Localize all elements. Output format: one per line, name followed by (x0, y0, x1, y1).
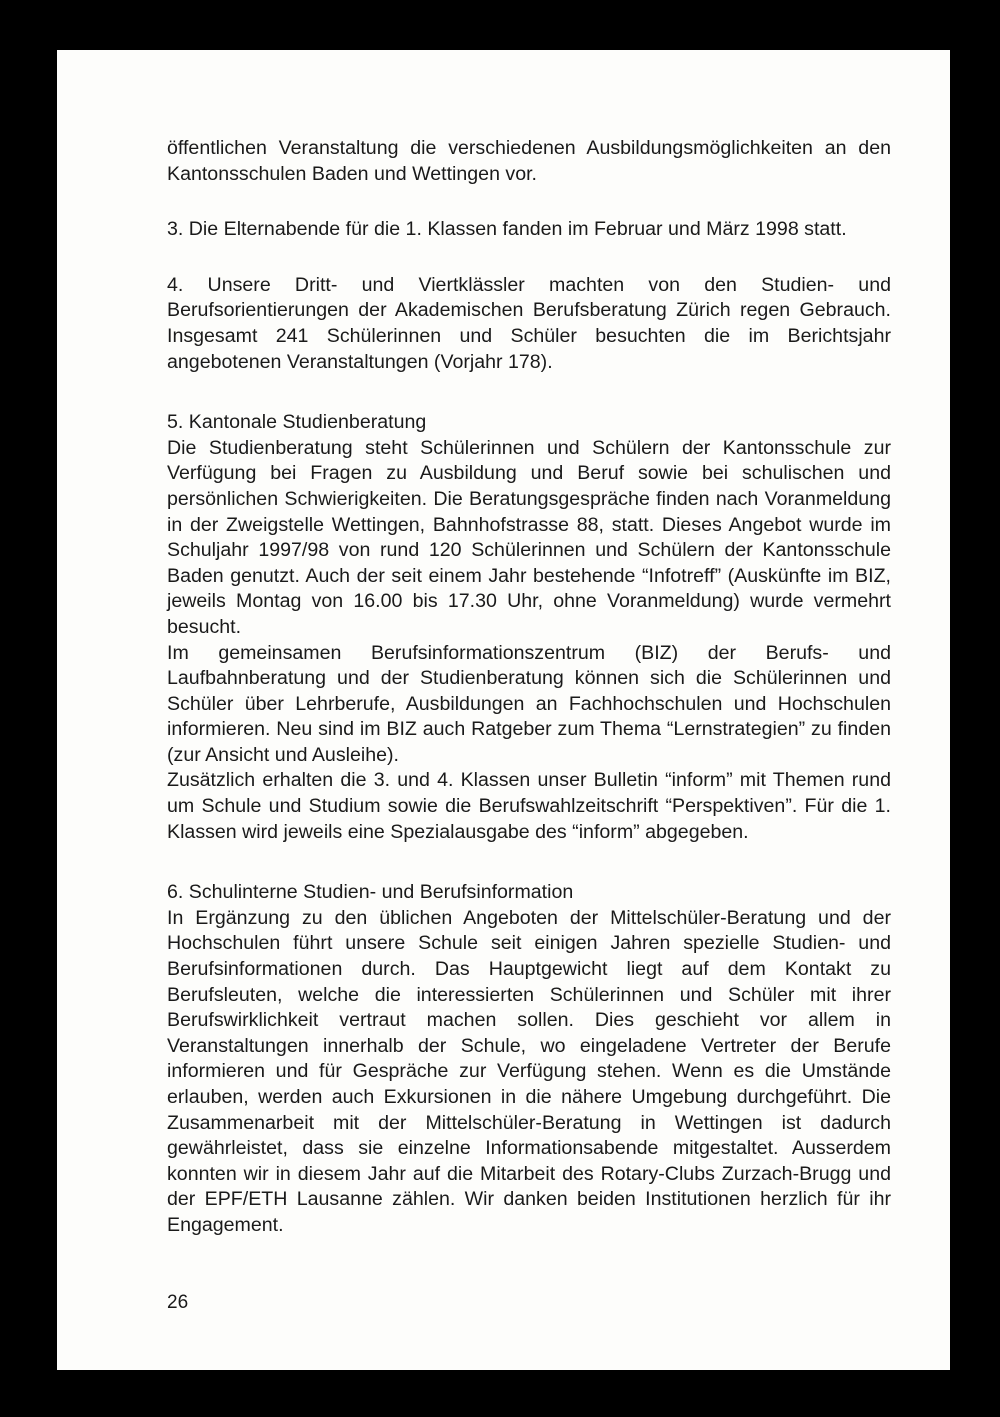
paragraph-studienberatung: Die Studienberatung steht Schülerinnen und Schülern der Kantonsschule zur Verfügung bei Fragen zu Ausbildung und Beruf sowie bei schulischen und persönlichen Schwierigkeiten. Die Beratungsgespräche finden nach Voranmeldung in der Zweigstelle Wettingen, Bahnhofstrasse 88, statt. Dieses Angebot wurde im Schuljahr 1997/98 von rund 120 Schülerinnen und Schülern der Kantonsschule Baden genutzt. Auch der seit einem Jahr bestehende “Infotreff” (Auskünfte im BIZ, jeweils Montag von 16.00 bis 17.30 Uhr, ohne Voranmeldung) wurde vermehrt besucht. (167, 436, 891, 638)
page-number: 26 (167, 1292, 189, 1313)
body-text (167, 136, 891, 1239)
section-heading-5: 5. Kantonale Studienberatung (167, 411, 427, 434)
paragraph-bulletin: Zusätzlich erhalten die 3. und 4. Klassen unser Bulletin “inform” mit Themen rund um Schule und Studium sowie die Berufswahlzeitschrift “Perspektiven”. Für die 1. Klassen wird jeweils eine Spezialausgabe des “inform” abgegeben. (167, 769, 891, 843)
paragraph-biz: Im gemeinsamen Berufsinformationszentrum (BIZ) der Berufs- und Laufbahnberatung und der Studienberatung können sich die Schülerinnen und Schüler über Lehrberufe, Ausbildungen an Fachhochschulen und Hochschulen informieren. Neu sind im BIZ auch Ratgeber zum Thema “Lernstrategien” zu finden (zur Ansicht und Ausleihe). (167, 641, 891, 766)
paragraph-intro-continuation: öffentlichen Veranstaltung die verschiedenen Ausbildungsmöglichkeiten an den Kantonsschulen Baden und Wettingen vor. (167, 137, 891, 185)
paragraph-point-4: 4. Unsere Dritt- und Viertklässler machten von den Studien- und Berufsorientierungen der Akademischen Berufsberatung Zürich regen Gebrauch. Insgesamt 241 Schülerinnen und Schüler besuchten die im Berichtsjahr angebotenen Veranstaltungen (Vorjahr 178). (167, 273, 891, 373)
paragraph-schulinterne-information: In Ergänzung zu den üblichen Angeboten der Mittelschüler-Beratung und der Hochschulen führt unsere Schule seit einigen Jahren spezielle Studien- und Berufsinformationen durch. Das Hauptgewicht liegt auf dem Kontakt zu Berufsleuten, welche die interessierten Schülerinnen und Schüler mit ihrer Berufswirklichkeit vertraut machen sollen. Dies geschieht vor allem in Veranstaltungen innerhalb der Schule, wo eingeladene Vertreter der Berufe informieren und für Gespräche zur Verfügung stehen. Wenn es die Umstände erlauben, werden auch Exkursionen in die nähere Umgebung durchgeführt. Die Zusammenarbeit mit der Mittelschüler-Beratung in Wettingen ist dadurch gewährleistet, dass sie einzelne Informationsabende mitgestaltet. Ausserdem konnten wir in diesem Jahr auf die Mitarbeit des Rotary-Clubs Zurzach-Brugg und der EPF/ETH Lausanne zählen. Wir danken beiden Institutionen herzlich für ihr Engagement. (167, 906, 891, 1236)
paragraph-point-3: 3. Die Elternabende für die 1. Klassen fanden im Februar und März 1998 statt. (167, 218, 847, 241)
document-page (57, 50, 950, 1370)
section-heading-6: 6. Schulinterne Studien- und Berufsinformation (167, 881, 574, 904)
